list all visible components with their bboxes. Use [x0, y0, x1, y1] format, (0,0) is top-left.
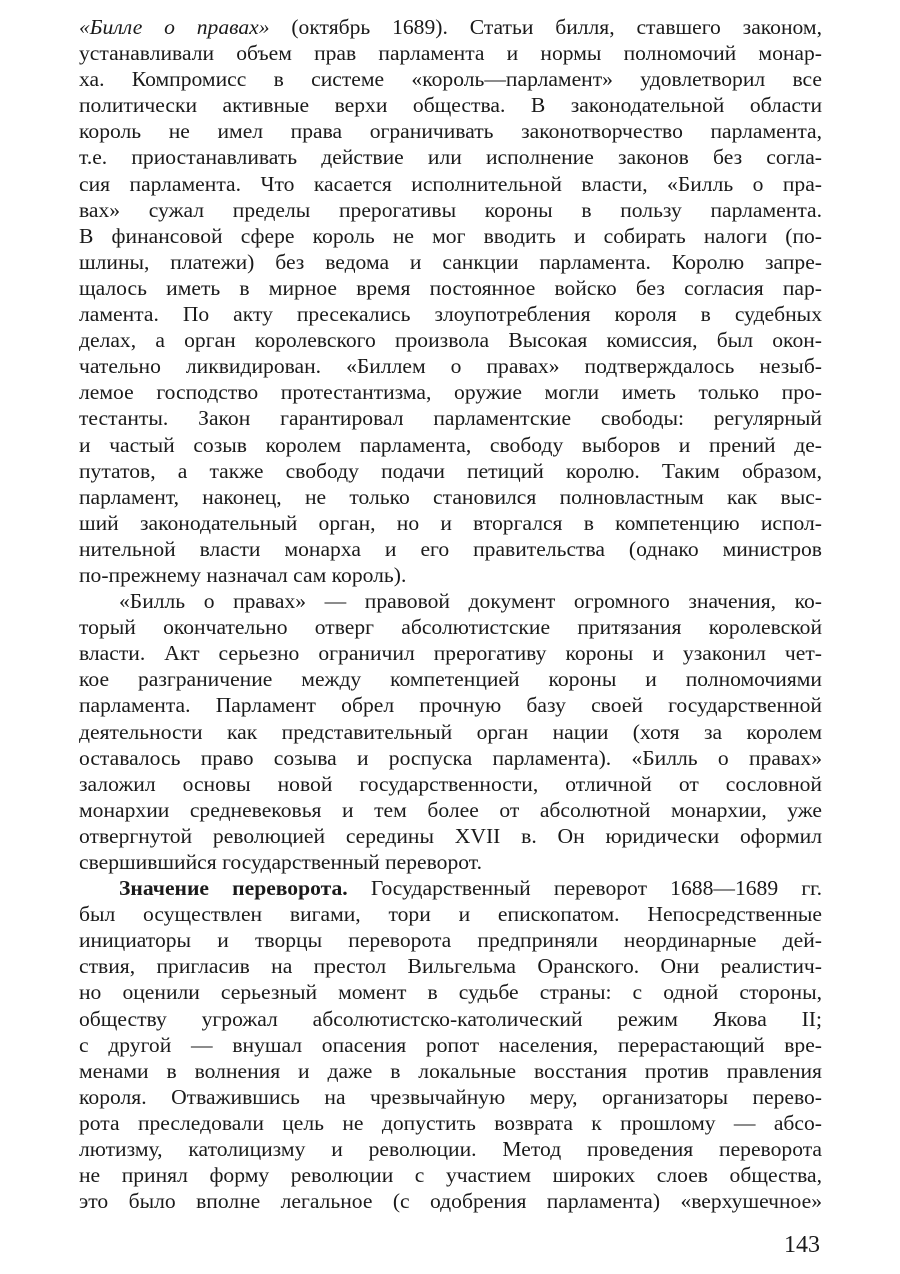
text-line: чательно ликвидирован. «Биллем о правах» подтверждалось незыб-	[79, 354, 822, 379]
text-line: тестанты. Закон гарантировал парламентские свободы: регулярный	[79, 406, 822, 431]
text-line: лемое господство протестантизма, оружие могли иметь только про-	[79, 380, 822, 405]
text-line: оставалось право созыва и роспуска парламента). «Билль о правах»	[79, 745, 822, 770]
text-line: заложил основы новой государственности, отличной от сословной	[79, 771, 822, 796]
text-line: монархии средневековья и тем более от абсолютной монархии, уже	[79, 797, 822, 822]
text-line: ха. Компромисс в системе «король—парламент» удовлетворил все	[79, 67, 822, 92]
paragraph-bill-significance	[79, 588, 822, 875]
text-line: ший законодательный орган, но и вторгался в компетенцию испол-	[79, 510, 822, 535]
text-line: т.е. приостанавливать действие или исполнение законов без согла-	[79, 145, 822, 170]
text-line: не принял форму революции с участием широких слоев общества,	[79, 1163, 822, 1188]
text-line: обществу угрожал абсолютистско-католический режим Якова II;	[79, 1006, 822, 1031]
text-line: «Билле о правах» (октябрь 1689). Статьи билля, ставшего законом,	[79, 15, 822, 39]
text-line: инициаторы и творцы переворота предприняли неординарные дей-	[79, 928, 822, 953]
text-line: парламента. Парламент обрел прочную базу своей государственной	[79, 693, 822, 718]
text-line: но оценили серьезный момент в судьбе страны: с одной стороны,	[79, 980, 822, 1005]
text-line: устанавливали объем прав парламента и нормы полномочий монар-	[79, 41, 822, 66]
book-page-text	[79, 14, 822, 1214]
paragraph-bill-of-rights-content	[79, 14, 822, 588]
text-line: сия парламента. Что касается исполнительной власти, «Билль о пра-	[79, 171, 822, 196]
section-heading-coup-significance: Значение переворота.	[119, 876, 348, 901]
text-line: щалось иметь в мирное время постоянное войско без согласия пар-	[79, 275, 822, 300]
text-line: рота преследовали цель не допустить возврата к прошлому — абсо-	[79, 1110, 822, 1135]
text-line: свершившийся государственный переворот.	[79, 850, 482, 874]
text-line: шлины, платежи) без ведома и санкции парламента. Королю запре-	[79, 249, 822, 274]
text-line: путатов, а также свободу подачи петиций королю. Таким образом,	[79, 458, 822, 483]
paragraph-coup-significance	[79, 875, 822, 1214]
text-line: Значение переворота. Государственный переворот 1688—1689 гг.	[119, 876, 822, 901]
text-line: нительной власти монарха и его правительства (однако министров	[79, 536, 822, 561]
bill-of-rights-lead: «Билле о правах»	[79, 15, 270, 39]
page-number: 143	[784, 1232, 820, 1258]
text-line: менами в волнения и даже в локальные восстания против правления	[79, 1058, 822, 1083]
text-line: ствия, пригласив на престол Вильгельма Оранского. Они реалистич-	[79, 954, 822, 979]
text-line: деятельности как представительный орган нации (хотя за королем	[79, 719, 822, 744]
text-line: вах» сужал пределы прерогативы короны в пользу парламента.	[79, 197, 822, 222]
text-line: торый окончательно отверг абсолютистские притязания королевской	[79, 615, 822, 640]
text-line: В финансовой сфере король не мог вводить и собирать налоги (по-	[79, 223, 822, 248]
text-line: власти. Акт серьезно ограничил прерогативу короны и узаконил чет-	[79, 641, 822, 666]
text-line: лютизму, католицизму и революции. Метод проведения переворота	[79, 1137, 822, 1162]
text-line: с другой — внушал опасения ропот населения, перерастающий вре-	[79, 1032, 822, 1057]
text-line: был осуществлен вигами, тори и епископатом. Непосредственные	[79, 902, 822, 927]
text-line: по-прежнему назначал сам король).	[79, 562, 407, 587]
text-line: кое разграничение между компетенцией короны и полномочиями	[79, 667, 822, 692]
text-line: король не имел права ограничивать законотворчество парламента,	[79, 119, 822, 144]
text-line: это было вполне легальное (с одобрения парламента) «верхушечное»	[79, 1189, 822, 1214]
text-line: «Билль о правах» — правовой документ огромного значения, ко-	[119, 589, 822, 614]
text-line: делах, а орган королевского произвола Высокая комиссия, был окон-	[79, 328, 822, 353]
text-line: политически активные верхи общества. В законодательной области	[79, 93, 822, 118]
text-line: короля. Отважившись на чрезвычайную меру, организаторы перево-	[79, 1084, 822, 1109]
text-line: отвергнутой революцией середины XVII в. Он юридически оформил	[79, 823, 822, 848]
text-line: ламента. По акту пресекались злоупотребления короля в судебных	[79, 302, 822, 327]
text-line: и частый созыв королем парламента, свободу выборов и прений де-	[79, 432, 822, 457]
text-line: парламент, наконец, не только становился полновластным как выс-	[79, 484, 822, 509]
